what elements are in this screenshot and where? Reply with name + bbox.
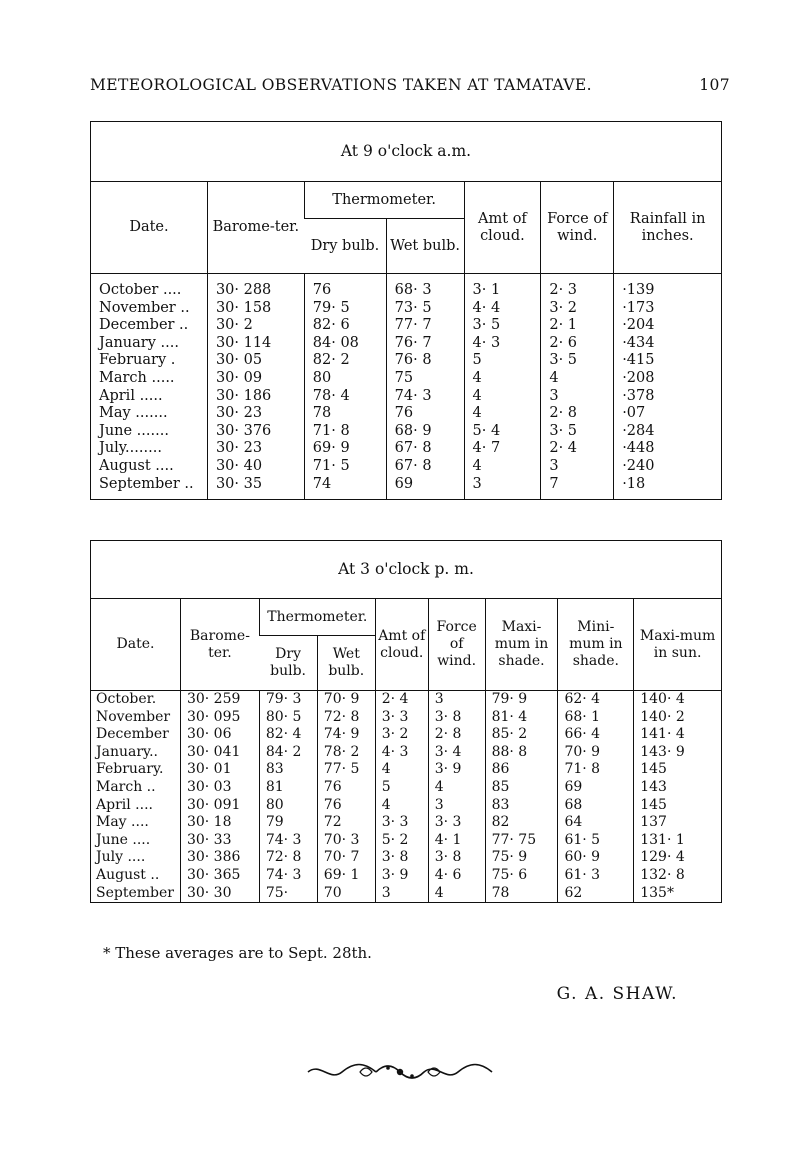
cell-baro: 30· 01	[180, 761, 259, 779]
cell-maxshade: 88· 8	[485, 744, 558, 762]
cell-cloud: 3· 1	[464, 274, 541, 300]
cell-dry: 84· 08	[304, 335, 386, 353]
table-row	[91, 405, 722, 423]
cell-dry: 78	[304, 405, 386, 423]
cell-dry: 80	[259, 797, 317, 815]
cell-wind: 3· 9	[428, 761, 485, 779]
cell-wind: 3· 8	[428, 709, 485, 727]
cell-wet: 68· 9	[386, 423, 464, 441]
cell-baro: 30· 158	[207, 300, 304, 318]
table-row	[91, 317, 722, 335]
cell-wet: 72	[317, 814, 375, 832]
cell-minshade: 61· 3	[558, 867, 634, 885]
col-rainfall: Rainfall in inches.	[614, 182, 722, 274]
cell-rain: ·415	[614, 352, 722, 370]
cell-maxsun: 140· 4	[634, 691, 722, 709]
cell-maxsun: 132· 8	[634, 867, 722, 885]
cell-cloud: 3	[375, 885, 428, 903]
cell-baro: 30· 05	[207, 352, 304, 370]
cell-baro: 30· 288	[207, 274, 304, 300]
table-row	[91, 476, 722, 500]
cell-minshade: 68	[558, 797, 634, 815]
cell-month: December	[96, 726, 169, 743]
cell-cloud: 3· 9	[375, 867, 428, 885]
cell-wet: 70· 7	[317, 849, 375, 867]
col-barometer: Barome-ter.	[180, 599, 259, 691]
cell-minshade: 61· 5	[558, 832, 634, 850]
cell-wind: 4	[428, 885, 485, 903]
cell-cloud: 3· 3	[375, 814, 428, 832]
cell-maxshade: 78	[485, 885, 558, 903]
cell-wind: 2· 3	[541, 274, 614, 300]
cell-month: June .......	[99, 422, 169, 439]
cell-cloud: 3· 2	[375, 726, 428, 744]
cell-maxshade: 86	[485, 761, 558, 779]
cell-month: May ....	[96, 814, 149, 831]
cell-month: April .....	[99, 387, 163, 404]
table-row	[91, 832, 722, 850]
cell-minshade: 66· 4	[558, 726, 634, 744]
cell-baro: 30· 365	[180, 867, 259, 885]
cell-wet: 72· 8	[317, 709, 375, 727]
cell-maxshade: 85· 2	[485, 726, 558, 744]
cell-minshade: 64	[558, 814, 634, 832]
cell-maxsun: 143	[634, 779, 722, 797]
observations-table-am	[90, 121, 722, 500]
cell-dry: 72· 8	[259, 849, 317, 867]
cell-month: August ..	[96, 866, 160, 883]
table-row	[91, 761, 722, 779]
cell-baro: 30· 386	[180, 849, 259, 867]
cell-wet: 76· 8	[386, 352, 464, 370]
cell-dry: 82· 2	[304, 352, 386, 370]
col-date: Date.	[91, 182, 208, 274]
cell-cloud: 4· 4	[464, 300, 541, 318]
cell-month: September	[96, 884, 174, 901]
cell-wind: 2· 8	[428, 726, 485, 744]
cell-wet: 70· 3	[317, 832, 375, 850]
cell-rain: ·204	[614, 317, 722, 335]
cell-baro: 30· 259	[180, 691, 259, 709]
footnote: * These averages are to Sept. 28th.	[103, 944, 372, 962]
cell-month: August ....	[99, 457, 174, 474]
cell-wet: 76	[386, 405, 464, 423]
cell-wet: 78· 2	[317, 744, 375, 762]
cell-wet: 76· 7	[386, 335, 464, 353]
col-cloud: Amt of cloud.	[464, 182, 541, 274]
page-number: 107	[699, 76, 730, 94]
cell-maxshade: 81· 4	[485, 709, 558, 727]
cell-rain: ·173	[614, 300, 722, 318]
cell-minshade: 60· 9	[558, 849, 634, 867]
cell-wet: 68· 3	[386, 274, 464, 300]
cell-month: July........	[99, 440, 162, 457]
cell-rain: ·07	[614, 405, 722, 423]
table-row	[91, 440, 722, 458]
cell-baro: 30· 23	[207, 440, 304, 458]
cell-cloud: 3	[464, 476, 541, 500]
cell-month: May .......	[99, 405, 168, 422]
cell-cloud: 4	[375, 797, 428, 815]
cell-wind: 4· 6	[428, 867, 485, 885]
table-row	[91, 885, 722, 903]
cell-cloud: 3· 8	[375, 849, 428, 867]
cell-wet: 70	[317, 885, 375, 903]
cell-month: October.	[96, 691, 157, 707]
col-min-shade: Mini-mum in shade.	[558, 599, 634, 691]
cell-maxsun: 140· 2	[634, 709, 722, 727]
cell-month: November ..	[99, 299, 190, 316]
cell-maxsun: 135*	[634, 885, 722, 903]
cell-month: November	[96, 708, 171, 725]
table-row	[91, 709, 722, 727]
cell-dry: 74· 3	[259, 832, 317, 850]
cell-wet: 69	[386, 476, 464, 500]
cell-maxsun: 145	[634, 761, 722, 779]
cell-baro: 30· 09	[207, 370, 304, 388]
col-barometer: Barome-ter.	[207, 182, 304, 274]
cell-dry: 82· 4	[259, 726, 317, 744]
cell-baro: 30· 376	[207, 423, 304, 441]
cell-month: March ..	[96, 778, 156, 795]
cell-month: July ....	[96, 849, 146, 866]
cell-maxsun: 131· 1	[634, 832, 722, 850]
cell-minshade: 68· 1	[558, 709, 634, 727]
cell-wind: 7	[541, 476, 614, 500]
cell-month: April ....	[96, 796, 153, 813]
cell-wet: 76	[317, 797, 375, 815]
cell-maxshade: 75· 6	[485, 867, 558, 885]
col-wet-bulb: Wet bulb.	[317, 636, 375, 691]
table-row	[91, 779, 722, 797]
col-dry-bulb: Dry bulb.	[304, 219, 386, 274]
cell-maxshade: 82	[485, 814, 558, 832]
cell-rain: ·139	[614, 274, 722, 300]
cell-wind: 4	[428, 779, 485, 797]
cell-wind: 2· 1	[541, 317, 614, 335]
cell-dry: 71· 8	[304, 423, 386, 441]
cell-rain: ·240	[614, 458, 722, 476]
cell-dry: 75·	[259, 885, 317, 903]
cell-baro: 30· 06	[180, 726, 259, 744]
cell-wet: 76	[317, 779, 375, 797]
cell-cloud: 4· 3	[375, 744, 428, 762]
cell-rain: ·284	[614, 423, 722, 441]
cell-wind: 4· 1	[428, 832, 485, 850]
cell-maxshade: 79· 9	[485, 691, 558, 709]
cell-minshade: 69	[558, 779, 634, 797]
cell-cloud: 2· 4	[375, 691, 428, 709]
cell-baro: 30· 114	[207, 335, 304, 353]
cell-month: December ..	[99, 317, 189, 334]
cell-rain: ·448	[614, 440, 722, 458]
cell-wind: 3	[428, 797, 485, 815]
cell-baro: 30· 03	[180, 779, 259, 797]
cell-cloud: 4· 7	[464, 440, 541, 458]
cell-wind: 2· 8	[541, 405, 614, 423]
cell-cloud: 5· 2	[375, 832, 428, 850]
cell-baro: 30· 23	[207, 405, 304, 423]
cell-baro: 30· 186	[207, 388, 304, 406]
table-row	[91, 744, 722, 762]
cell-cloud: 4	[464, 370, 541, 388]
table-row	[91, 274, 722, 300]
cell-cloud: 5	[375, 779, 428, 797]
cell-minshade: 71· 8	[558, 761, 634, 779]
cell-wind: 3	[428, 691, 485, 709]
cell-dry: 82· 6	[304, 317, 386, 335]
cell-dry: 74· 3	[259, 867, 317, 885]
cell-dry: 80	[304, 370, 386, 388]
table-row	[91, 458, 722, 476]
cell-dry: 79· 5	[304, 300, 386, 318]
cell-baro: 30· 2	[207, 317, 304, 335]
cell-baro: 30· 30	[180, 885, 259, 903]
table-row	[91, 300, 722, 318]
table-row	[91, 352, 722, 370]
col-dry-bulb: Dry bulb.	[259, 636, 317, 691]
cell-wind: 3· 5	[541, 352, 614, 370]
cell-maxshade: 83	[485, 797, 558, 815]
cell-baro: 30· 33	[180, 832, 259, 850]
running-head	[90, 76, 730, 94]
table-row	[91, 867, 722, 885]
cell-maxsun: 143· 9	[634, 744, 722, 762]
cell-baro: 30· 095	[180, 709, 259, 727]
col-max-sun: Maxi-mum in sun.	[634, 599, 722, 691]
cell-maxsun: 141· 4	[634, 726, 722, 744]
cell-wind: 3· 3	[428, 814, 485, 832]
cell-dry: 81	[259, 779, 317, 797]
cell-cloud: 5	[464, 352, 541, 370]
cell-wind: 3· 8	[428, 849, 485, 867]
cell-month: June ....	[96, 831, 151, 848]
col-cloud: Amt of cloud.	[375, 599, 428, 691]
cell-wind: 3· 4	[428, 744, 485, 762]
table-row	[91, 388, 722, 406]
cell-wind: 4	[541, 370, 614, 388]
table-row	[91, 423, 722, 441]
col-max-shade: Maxi-mum in shade.	[485, 599, 558, 691]
cell-month: February .	[99, 352, 176, 369]
cell-minshade: 62	[558, 885, 634, 903]
cell-dry: 79· 3	[259, 691, 317, 709]
cell-cloud: 4	[464, 405, 541, 423]
cell-wind: 2· 4	[541, 440, 614, 458]
cell-cloud: 3· 3	[375, 709, 428, 727]
table-caption: At 9 o'clock a.m.	[91, 122, 722, 182]
cell-wet: 73· 5	[386, 300, 464, 318]
cell-dry: 69· 9	[304, 440, 386, 458]
col-thermometer: Thermometer.	[304, 182, 464, 219]
cell-wet: 74· 3	[386, 388, 464, 406]
table-row	[91, 849, 722, 867]
cell-baro: 30· 18	[180, 814, 259, 832]
cell-cloud: 4	[464, 388, 541, 406]
cell-dry: 83	[259, 761, 317, 779]
cell-wind: 3· 2	[541, 300, 614, 318]
cell-cloud: 3· 5	[464, 317, 541, 335]
col-wind: Force of wind.	[541, 182, 614, 274]
cell-dry: 76	[304, 274, 386, 300]
col-date: Date.	[91, 599, 181, 691]
cell-wet: 77· 7	[386, 317, 464, 335]
cell-cloud: 5· 4	[464, 423, 541, 441]
table-caption: At 3 o'clock p. m.	[91, 541, 722, 599]
cell-dry: 84· 2	[259, 744, 317, 762]
running-head-title: METEOROLOGICAL OBSERVATIONS TAKEN AT TAMATAVE.	[90, 76, 592, 94]
cell-month: January..	[96, 743, 158, 760]
col-wind: Force of wind.	[428, 599, 485, 691]
cell-wet: 75	[386, 370, 464, 388]
cell-dry: 74	[304, 476, 386, 500]
cell-month: March .....	[99, 369, 175, 386]
cell-maxshade: 85	[485, 779, 558, 797]
col-thermometer: Thermometer.	[259, 599, 375, 636]
tail-ornament-icon	[300, 1058, 500, 1086]
cell-wind: 3	[541, 458, 614, 476]
cell-wind: 3· 5	[541, 423, 614, 441]
table-row	[91, 335, 722, 353]
signature: G. A. SHAW.	[556, 984, 678, 1004]
cell-month: September ..	[99, 475, 194, 492]
cell-minshade: 62· 4	[558, 691, 634, 709]
cell-wet: 69· 1	[317, 867, 375, 885]
cell-wet: 77· 5	[317, 761, 375, 779]
cell-dry: 71· 5	[304, 458, 386, 476]
cell-rain: ·18	[614, 476, 722, 500]
cell-wind: 3	[541, 388, 614, 406]
cell-rain: ·434	[614, 335, 722, 353]
table-9am	[90, 121, 722, 500]
cell-maxsun: 145	[634, 797, 722, 815]
cell-maxsun: 137	[634, 814, 722, 832]
cell-dry: 78· 4	[304, 388, 386, 406]
cell-month: February.	[96, 761, 164, 778]
cell-wet: 67· 8	[386, 440, 464, 458]
cell-cloud: 4	[375, 761, 428, 779]
col-wet-bulb: Wet bulb.	[386, 219, 464, 274]
cell-cloud: 4· 3	[464, 335, 541, 353]
table-row	[91, 726, 722, 744]
cell-wet: 70· 9	[317, 691, 375, 709]
cell-baro: 30· 041	[180, 744, 259, 762]
cell-wet: 67· 8	[386, 458, 464, 476]
table-3pm	[90, 540, 722, 903]
table-row	[91, 370, 722, 388]
cell-minshade: 70· 9	[558, 744, 634, 762]
cell-baro: 30· 35	[207, 476, 304, 500]
observations-table-pm	[90, 540, 722, 903]
cell-wind: 2· 6	[541, 335, 614, 353]
cell-baro: 30· 40	[207, 458, 304, 476]
cell-month: January ....	[99, 334, 179, 351]
cell-wet: 74· 9	[317, 726, 375, 744]
table-row	[91, 814, 722, 832]
cell-cloud: 4	[464, 458, 541, 476]
table-row	[91, 797, 722, 815]
cell-maxshade: 75· 9	[485, 849, 558, 867]
table-row	[91, 691, 722, 709]
cell-maxsun: 129· 4	[634, 849, 722, 867]
cell-baro: 30· 091	[180, 797, 259, 815]
cell-rain: ·208	[614, 370, 722, 388]
cell-dry: 79	[259, 814, 317, 832]
cell-rain: ·378	[614, 388, 722, 406]
cell-maxshade: 77· 75	[485, 832, 558, 850]
cell-dry: 80· 5	[259, 709, 317, 727]
cell-month: October ....	[99, 282, 182, 298]
